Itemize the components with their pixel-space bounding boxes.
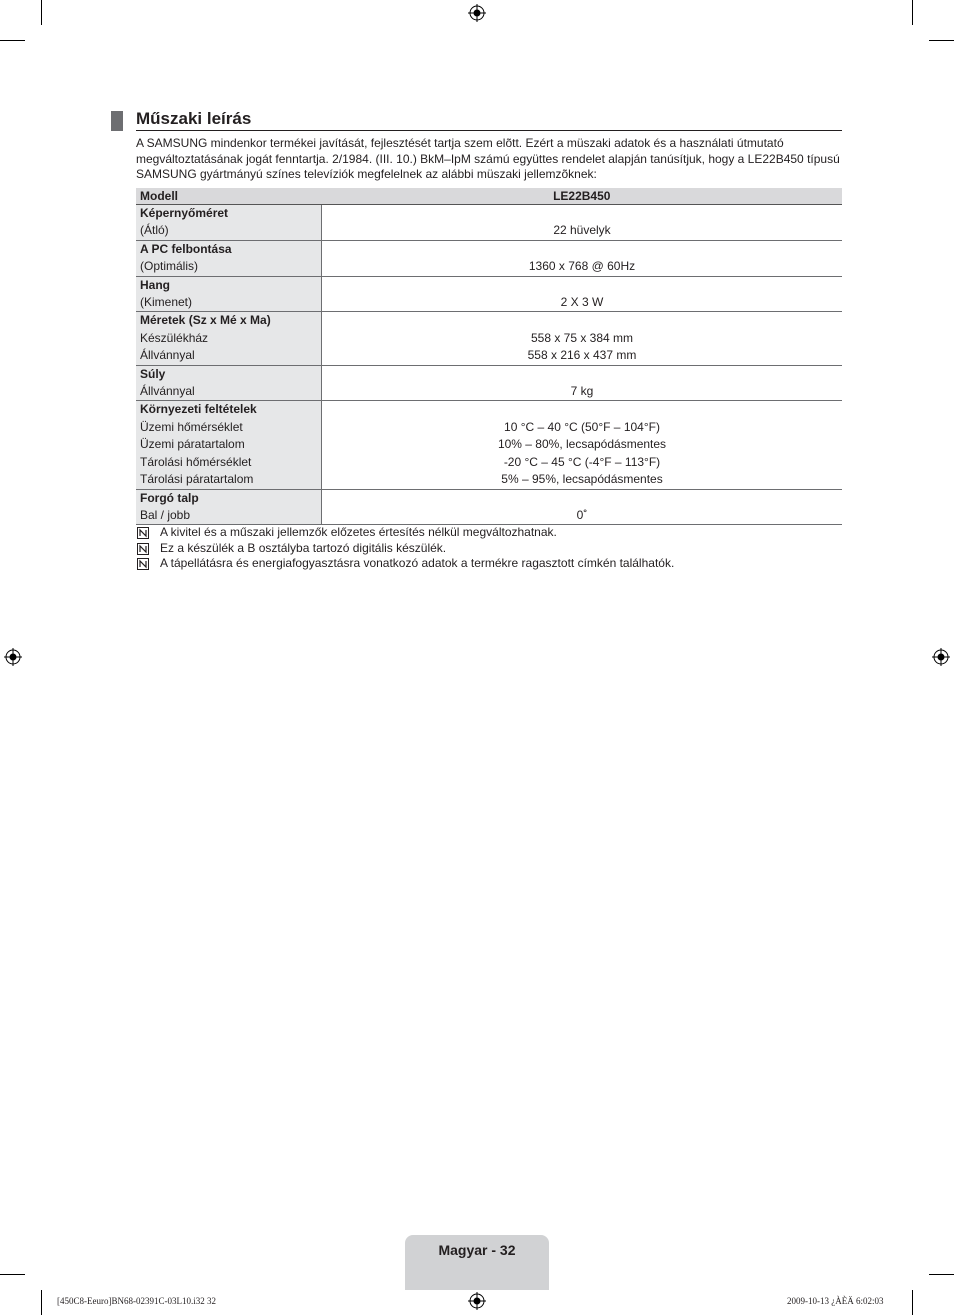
- registration-mark-icon: [4, 648, 22, 666]
- spec-label-cell: [136, 276, 322, 312]
- crop-mark: [0, 40, 25, 41]
- spec-group-heading: Képernyőméret: [140, 206, 229, 220]
- spec-value: 5% – 95%, lecsapódásmentes: [501, 472, 663, 487]
- note-icon: [137, 558, 149, 570]
- spec-sub-label: (Átló): [140, 223, 169, 238]
- spec-value-cell: [322, 401, 843, 489]
- spec-value-cell: [322, 240, 843, 276]
- spec-label-cell: [136, 240, 322, 276]
- spec-value: -20 °C – 45 °C (-4°F – 113°F): [503, 454, 661, 469]
- spec-group-heading: Méretek (Sz x Mé x Ma): [140, 313, 271, 328]
- spec-table: [136, 188, 842, 525]
- crop-mark: [0, 1274, 25, 1275]
- spec-sub-label: (Kimenet): [140, 295, 193, 310]
- crop-mark: [41, 1290, 42, 1315]
- registration-mark-icon: [468, 1292, 486, 1310]
- crop-mark: [912, 1290, 913, 1315]
- spec-value-cell: [322, 205, 843, 241]
- spec-sub-label: (Optimális): [140, 259, 199, 274]
- header-model-label: Modell: [136, 188, 322, 205]
- page-title: Műszaki leírás: [136, 109, 252, 128]
- crop-mark: [929, 40, 954, 41]
- title-rule: [136, 130, 842, 131]
- spec-value: 10% – 80%, lecsapódásmentes: [497, 437, 667, 452]
- table-row: [136, 365, 842, 401]
- title-bar-marker: [111, 111, 123, 131]
- spec-group-heading: A PC felbontása: [140, 241, 232, 256]
- spec-group-heading: Környezeti feltételek: [140, 402, 257, 417]
- spec-value: 2 X 3 W: [560, 295, 604, 310]
- spec-sub-label: Üzemi hőmérséklet: [140, 419, 243, 434]
- spec-sub-label: Üzemi páratartalom: [140, 437, 245, 452]
- table-header-row: [136, 188, 842, 205]
- spec-value-cell: [322, 365, 843, 401]
- spec-sub-label: Állvánnyal: [140, 348, 195, 363]
- note-icon: [137, 527, 149, 539]
- spec-value: 22 hüvelyk: [553, 223, 611, 238]
- spec-group-heading: Súly: [140, 366, 166, 381]
- print-footer-right: 2009-10-13 ¿ÀÈÄ 6:02:03: [787, 1296, 884, 1306]
- table-row: [136, 276, 842, 312]
- intro-paragraph: A SAMSUNG mindenkor termékei javítását, fejlesztését tartja szem elõtt. Ezért a müszaki adatok és a használati útmutató megváltoztatásának jogát fenntartja. 2/1984. (III. 10.) BkM–IpM számú együttes rendelet alapján tanúsítjuk, hogy a LE22B450 típusú SAMSUNG gyártmányú színes televíziók megfelelnek az alábbi müszaki jellemzõknek:: [136, 136, 840, 182]
- spec-label-cell: [136, 365, 322, 401]
- table-row: [136, 489, 842, 525]
- list-item: [136, 556, 842, 572]
- registration-mark-icon: [932, 648, 950, 666]
- spec-sub-label: Tárolási páratartalom: [140, 472, 254, 487]
- note-icon: [137, 543, 149, 555]
- spec-label-cell: [136, 401, 322, 489]
- spec-value-cell: [322, 489, 843, 525]
- crop-mark: [41, 0, 42, 25]
- spec-value: 10 °C – 40 °C (50°F – 104°F): [504, 419, 660, 434]
- print-footer-left: [450C8-Eeuro]BN68-02391C-03L10.i32 32: [57, 1296, 216, 1306]
- spec-group-heading: Forgó talp: [140, 490, 199, 505]
- table-row: [136, 401, 842, 489]
- spec-value: 558 x 216 x 437 mm: [527, 348, 637, 363]
- note-text: A tápellátásra és energiafogyasztásra vonatkozó adatok a termékre ragasztott címkén találhatók.: [160, 556, 675, 570]
- table-row: [136, 240, 842, 276]
- spec-value: 7 kg: [570, 384, 594, 399]
- page-number-tab: Magyar - 32: [405, 1235, 549, 1290]
- header-model-value: LE22B450: [322, 188, 843, 205]
- registration-mark-icon: [468, 4, 486, 22]
- note-text: A kivitel és a műszaki jellemzők előzetes értesítés nélkül megváltozhatnak.: [160, 525, 557, 539]
- spec-sub-label: Tárolási hőmérséklet: [140, 454, 252, 469]
- list-item: [136, 525, 842, 541]
- table-row: [136, 312, 842, 365]
- spec-value-cell: [322, 276, 843, 312]
- spec-value-cell: [322, 312, 843, 365]
- spec-value: 558 x 75 x 384 mm: [530, 330, 634, 345]
- table-row: [136, 205, 842, 241]
- notes-list: [136, 525, 842, 572]
- spec-label-cell: [136, 489, 322, 525]
- spec-label-cell: [136, 205, 322, 241]
- crop-mark: [929, 1274, 954, 1275]
- list-item: [136, 541, 842, 557]
- spec-value: 0˚: [576, 507, 588, 522]
- crop-mark: [912, 0, 913, 25]
- spec-group-heading: Hang: [140, 277, 170, 292]
- spec-sub-label: Készülékház: [140, 330, 209, 345]
- spec-sub-label: Állvánnyal: [140, 384, 195, 399]
- spec-value: 1360 x 768 @ 60Hz: [528, 259, 636, 274]
- note-text: Ez a készülék a B osztályba tartozó digitális készülék.: [160, 540, 447, 555]
- spec-sub-label: Bal / jobb: [140, 507, 191, 522]
- spec-label-cell: [136, 312, 322, 365]
